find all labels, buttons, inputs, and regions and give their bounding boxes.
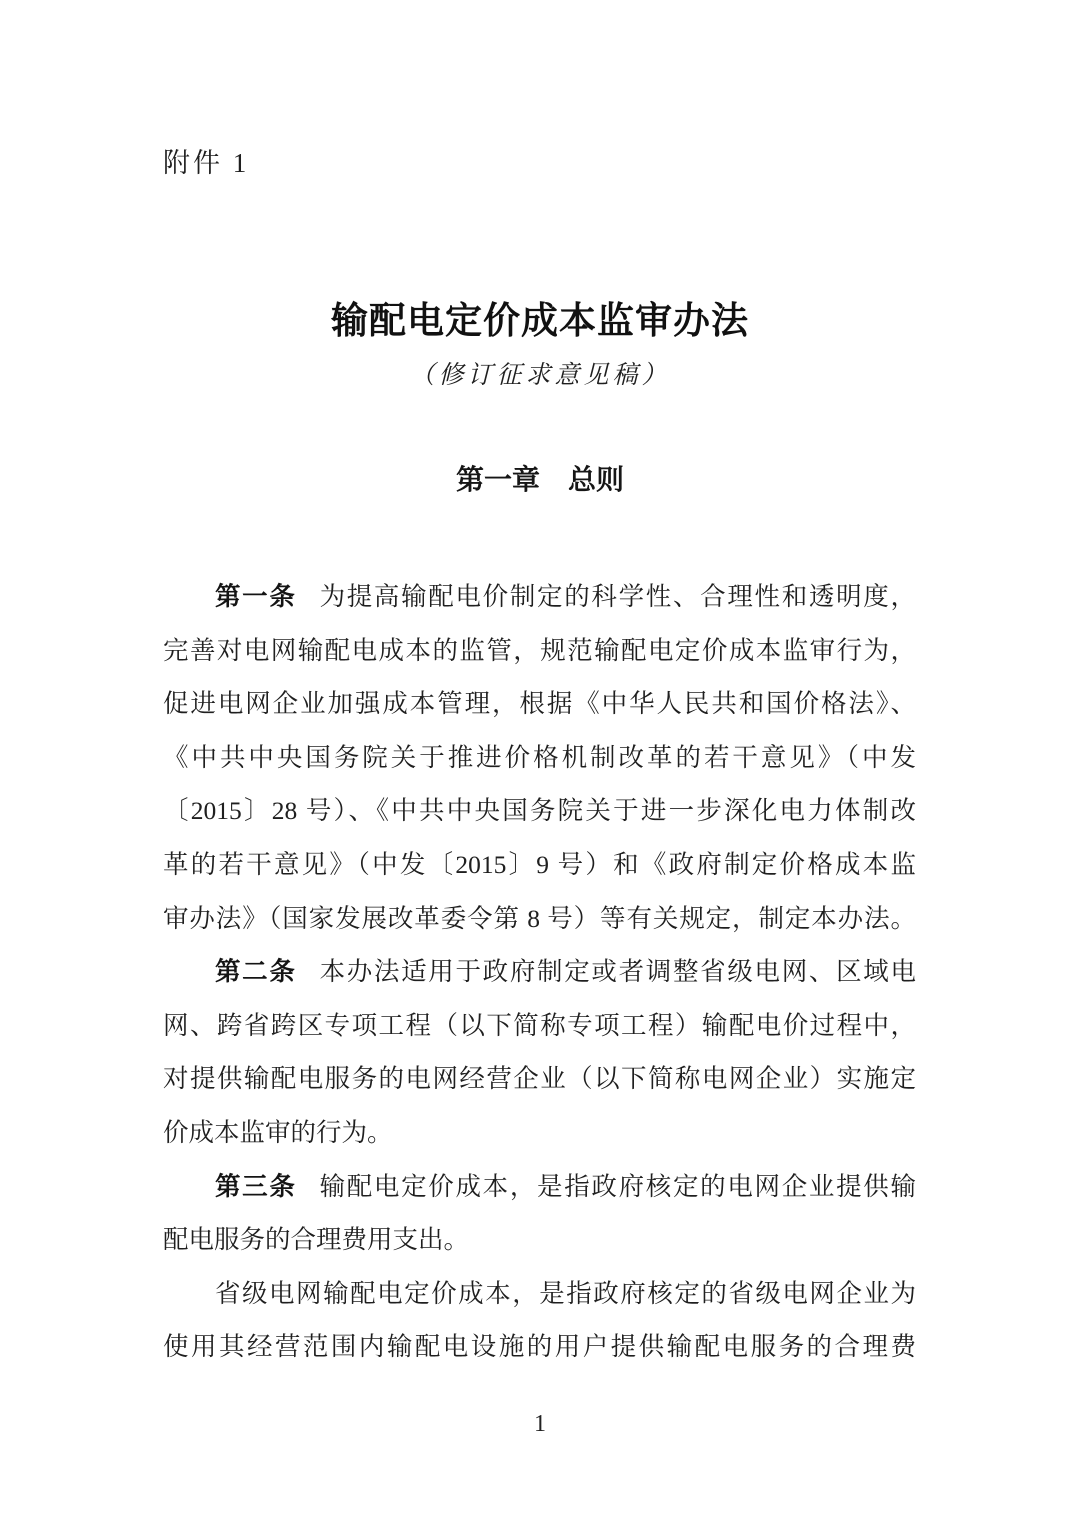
body-line: 革的若干意见》（中发〔2015〕9 号）和《政府制定价格成本监 [163, 849, 916, 879]
chapter-number: 第一章 [455, 464, 540, 495]
chapter-title: 总则 [568, 464, 625, 495]
body-line: 〔2015〕28 号）、《中共中央国务院关于进一步深化电力体制改 [163, 796, 916, 826]
body-line: 网、跨省跨区专项工程（以下简称专项工程）输配电价过程中， [163, 1010, 916, 1040]
body-line: 促进电网企业加强成本管理，根据《中华人民共和国价格法》、 [163, 689, 916, 719]
body-line: 完善对电网输配电成本的监管，规范输配电定价成本监审行为， [163, 635, 916, 665]
document-subtitle: （修订征求意见稿） [409, 362, 671, 389]
document-title: 输配电定价成本监审办法 [331, 300, 749, 341]
body-line: 第二条 本办法适用于政府制定或者调整省级电网、区域电 [215, 957, 916, 987]
page-number: 1 [534, 1410, 546, 1437]
body-line: 第三条 输配电定价成本，是指政府核定的电网企业提供输 [215, 1171, 916, 1201]
document-body [0, 570, 1080, 1374]
body-line: 《中共中央国务院关于推进价格机制改革的若干意见》（中发 [163, 742, 916, 772]
body-line: 价成本监审的行为。 [163, 1117, 393, 1147]
body-line: 对提供输配电服务的电网经营企业（以下简称电网企业）实施定 [163, 1064, 916, 1094]
article-number: 第三条 [215, 1172, 297, 1201]
body-line: 使用其经营范围内输配电设施的用户提供输配电服务的合理费 [163, 1332, 916, 1362]
article-number: 第一条 [215, 583, 297, 611]
chapter-heading [0, 460, 1080, 500]
body-line: 第一条 为提高输配电价制定的科学性、合理性和透明度， [215, 582, 916, 611]
body-line: 审办法》（国家发展改革委令第 8 号）等有关规定，制定本办法。 [163, 903, 916, 933]
attachment-label: 附件 1 [163, 148, 250, 178]
article-number: 第二条 [215, 958, 297, 987]
body-line: 配电服务的合理费用支出。 [163, 1225, 470, 1255]
body-line: 省级电网输配电定价成本，是指政府核定的省级电网企业为 [215, 1278, 916, 1308]
